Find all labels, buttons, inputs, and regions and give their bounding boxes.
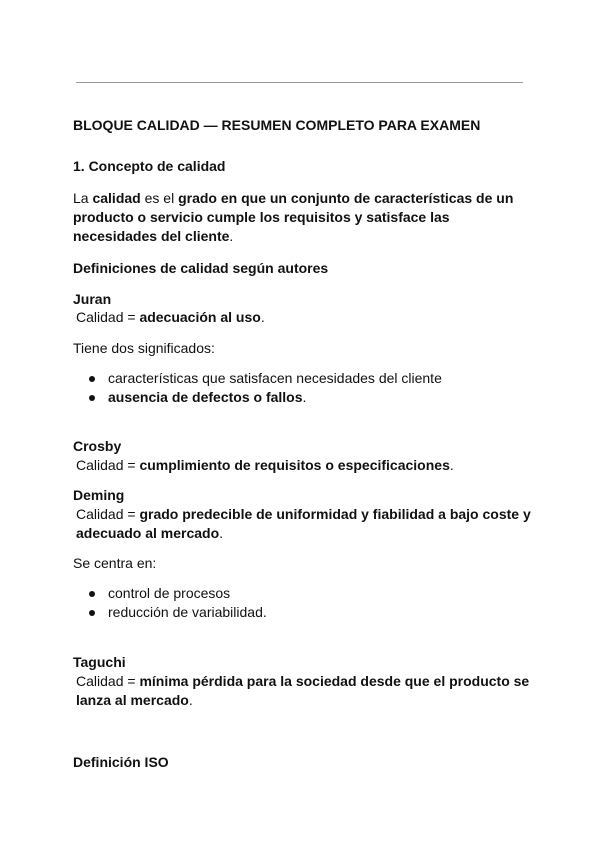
author-name-taguchi: Taguchi [73, 654, 126, 670]
juran-list [73, 369, 533, 407]
author-name-deming: Deming [73, 487, 125, 503]
list-item: control de procesos [73, 584, 533, 603]
juran-intro: Tiene dos significados: [73, 340, 215, 356]
horizontal-divider [76, 82, 523, 83]
bullet-icon [89, 610, 95, 616]
iso-heading: Definición ISO [73, 754, 169, 770]
authors-heading: Definiciones de calidad según autores [73, 260, 329, 276]
bullet-icon [89, 395, 95, 401]
deming-intro: Se centra en: [73, 555, 157, 571]
calidad-definition-paragraph: La calidad es el grado en que un conjunto de características de un producto o servicio cumple los requisitos y satisface las necesidades del cliente. [73, 190, 514, 244]
list-item: características que satisfacen necesidades del cliente [73, 369, 533, 388]
juran-definition: Calidad = adecuación al uso. [76, 309, 265, 325]
list-item: ausencia de defectos o fallos. [73, 388, 533, 407]
author-name-juran: Juran [73, 291, 112, 307]
bullet-icon [89, 376, 95, 382]
deming-list [73, 584, 533, 622]
bullet-icon [89, 591, 95, 597]
deming-definition: Calidad = grado predecible de uniformidad y fiabilidad a bajo coste y adecuado al mercado. [76, 506, 531, 541]
list-item: reducción de variabilidad. [73, 603, 533, 622]
section-heading-concepto: 1. Concepto de calidad [73, 158, 226, 174]
crosby-definition: Calidad = cumplimiento de requisitos o especificaciones. [76, 457, 454, 473]
taguchi-definition: Calidad = mínima pérdida para la sociedad desde que el producto se lanza al mercado. [76, 673, 530, 708]
author-name-crosby: Crosby [73, 438, 122, 454]
document-title: BLOQUE CALIDAD — RESUMEN COMPLETO PARA EXAMEN [73, 117, 481, 133]
